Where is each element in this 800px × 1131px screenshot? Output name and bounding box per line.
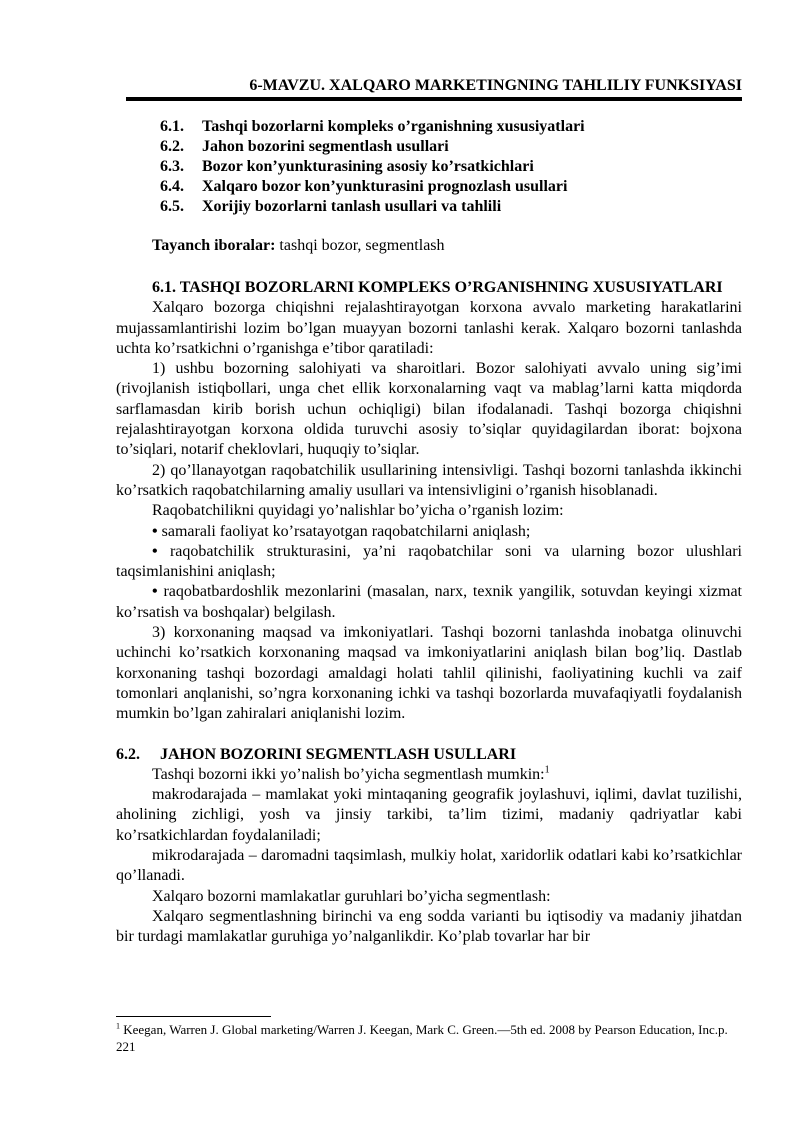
outline-item — [160, 197, 750, 217]
paragraph-text: Tashqi bozorni ikki yo’nalish bo’yicha segmentlash mumkin: — [152, 765, 545, 783]
paragraph: Xalqaro bozorga chiqishni rejalashtirayotgan korxona avvalo marketing harakatlarini mujassamlantirishi lozim bo’lgan muayyan bozorni tanlashi kerak. Xalqaro bozorni tanlashda uchta ko’rsatkichni o’rganishga e’tibor qaratiladi: — [116, 299, 742, 357]
outline-item-number: 6.4. — [160, 178, 184, 195]
outline-item-text: Jahon bozorini segmentlash usullari — [202, 138, 449, 155]
bullet-text: raqobatchilik strukturasini, ya’ni raqobatchilar soni va ularning bozor ulushlari taqsimlanishini aniqlash; — [116, 542, 742, 581]
title-underline — [126, 97, 742, 101]
outline-item-number: 6.2. — [160, 138, 184, 155]
paragraph: Raqobatchilikni quyidagi yo’nalishlar bo’yicha o’rganish lozim: — [152, 502, 564, 520]
outline-item-text: Xorijiy bozorlarni tanlash usullari va tahlili — [202, 198, 502, 215]
section-heading — [116, 745, 742, 765]
page-title: 6-MAVZU. XALQARO MARKETINGNING TAHLILIY FUNKSIYASI — [249, 77, 742, 94]
paragraph: 1) ushbu bozorning salohiyati va sharoitlari. Bozor salohiyati avvalo uning sig’imi (rivojlanish istiqbollari, unga chet ellik korxonalarning vaqt va mablag’larni katta miqdorda sarflamasdan kirib borish uchun ochiqligi) bilan ifodalanadi. Tashqi bozorga chiqishni rejalashtirayotgan korxona oldida turuvchi asosiy to’siqlar quyidagilardan iborat: bojxona to’siqlari, notarif cheklovlari, huquqiy to’siqlar. — [116, 360, 742, 459]
footnote — [116, 1021, 742, 1055]
outline-item-number: 6.1. — [160, 118, 184, 135]
spacer — [116, 725, 742, 745]
bullet-icon: • — [152, 583, 158, 601]
paragraph — [116, 765, 742, 785]
outline-item-number: 6.3. — [160, 158, 184, 175]
footnote-mark: 1 — [116, 1021, 120, 1031]
footnote-separator — [116, 1016, 271, 1017]
keywords-label: Tayanch iboralar: — [152, 237, 276, 254]
outline-item-text: Tashqi bozorlarni kompleks o’rganishning xususiyatlari — [202, 118, 585, 135]
topic-outline — [160, 117, 750, 217]
bullet-text: samarali faoliyat ko’rsatayotgan raqobatchilarni aniqlash; — [161, 522, 531, 540]
keywords-text: tashqi bozor, segmentlash — [275, 237, 445, 254]
paragraph: 3) korxonaning maqsad va imkoniyatlari. Tashqi bozorni tanlashda inobatga olinuvchi uchinchi ko’rsatkich korxonaning maqsad va imkoniyatlarini aniqlash bilan bog’liq. Dastlab korxonaning tashqi bozordagi amaldagi holati tahlil qilinishi, faoliyatining kuchli va zaif tomonlari anqlanishi, so’ngra korxonaning ichki va tashqi bozorlarda muvafaqiyatli foydalanish mumkin bo’lgan zahiralari aniqlanishi lozim. — [116, 624, 742, 723]
bullet-icon: • — [152, 542, 158, 560]
bullet-item — [116, 522, 742, 542]
main-content — [116, 278, 742, 948]
outline-item-text: Xalqaro bozor kon’yunkturasini prognozlash usullari — [202, 178, 568, 195]
paragraph: mikrodarajada – daromadni taqsimlash, mulkiy holat, xaridorlik odatlari kabi ko’rsatkichlar qo’llanadi. — [116, 847, 742, 885]
outline-item — [160, 157, 750, 177]
bullet-icon: • — [152, 522, 158, 540]
section-heading: 6.1. TASHQI BOZORLARNI KOMPLEKS O’RGANISHNING XUSUSIYATLARI — [152, 279, 723, 296]
paragraph: 2) qo’llanayotgan raqobatchilik usullarining intensivligi. Tashqi bozorni tanlashda ikkinchi ko’rsatkich raqobatchilarning amaliy usullari va intensivligini o’rganish hisoblanadi. — [116, 461, 742, 499]
paragraph: Xalqaro bozorni mamlakatlar guruhlari bo’yicha segmentlash: — [152, 887, 551, 905]
footnote-reference[interactable]: 1 — [544, 764, 550, 776]
bullet-item — [116, 582, 742, 623]
bullet-item — [116, 542, 742, 583]
outline-item-text: Bozor kon’yunkturasining asosiy ko’rsatkichlari — [202, 158, 534, 175]
section-heading-text: JAHON BOZORINI SEGMENTLASH USULLARI — [160, 745, 517, 763]
outline-item — [160, 177, 750, 197]
paragraph: Xalqaro segmentlashning birinchi va eng sodda varianti bu iqtisodiy va madaniy jihatdan bir turdagi mamlakatlar guruhiga yo’nalganlikdir. Ko’plab tovarlar har bir — [116, 907, 742, 946]
outline-item-number: 6.5. — [160, 198, 184, 215]
paragraph: makrodarajada – mamlakat yoki mintaqaning geografik joylashuvi, iqlimi, davlat tuzilishi, aholining zichligi, yosh va jinsiy tarkibi, ta’lim tizimi, madaniy qadriyatlar kabi ko’rsatkichlardan foydalaniladi; — [116, 786, 742, 844]
bullet-text: raqobatbardoshlik mezonlarini (masalan, narx, texnik yangilik, sotuvdan keyingi xizmat ko’rsatish va boshqalar) belgilash. — [116, 583, 742, 621]
outline-item — [160, 137, 750, 157]
outline-item — [160, 117, 750, 137]
section-heading-number: 6.2. — [116, 745, 140, 763]
footnote-text: Keegan, Warren J. Global marketing/Warren J. Keegan, Mark C. Green.—5th ed. 2008 by Pearson Education, Inc.p. 221 — [116, 1022, 728, 1054]
keywords-line — [152, 236, 445, 256]
